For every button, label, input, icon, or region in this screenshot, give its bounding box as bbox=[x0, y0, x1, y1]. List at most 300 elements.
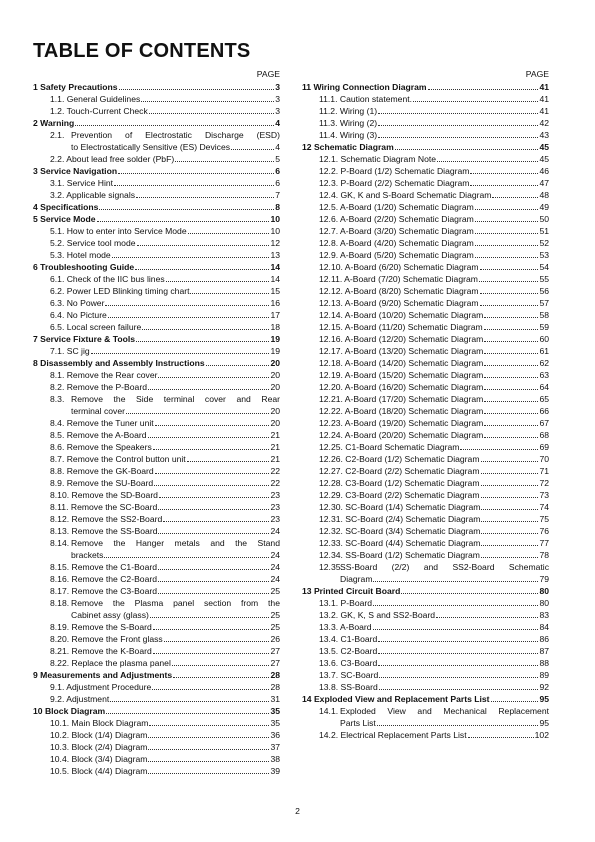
toc-entry-page: 102 bbox=[534, 730, 549, 740]
toc-entry[interactable] bbox=[302, 261, 549, 273]
toc-entry-label: 12.7. A-Board (3/20) Schematic Diagram bbox=[319, 226, 474, 236]
toc-entry-page: 55 bbox=[539, 274, 549, 284]
toc-entry-page: 41 bbox=[539, 82, 549, 92]
toc-entry[interactable] bbox=[302, 465, 549, 477]
toc-entry-label: 13.6. C3-Board bbox=[319, 658, 378, 668]
toc-entry[interactable] bbox=[33, 153, 280, 165]
dot-leader bbox=[480, 269, 539, 270]
toc-entry[interactable] bbox=[33, 237, 280, 249]
toc-entry[interactable] bbox=[302, 357, 549, 369]
toc-entry-page: 18 bbox=[270, 322, 280, 332]
toc-entry-line bbox=[319, 717, 549, 729]
toc-entry-label: 8.13. Remove the SS-Board bbox=[50, 526, 158, 536]
toc-entry-label: Remove the Hanger metals and the Stand bbox=[71, 538, 280, 548]
toc-section[interactable] bbox=[33, 357, 280, 369]
toc-section[interactable] bbox=[302, 141, 549, 153]
toc-entry[interactable] bbox=[302, 633, 549, 645]
toc-entry[interactable] bbox=[33, 621, 280, 633]
toc-entry-page: 17 bbox=[270, 310, 280, 320]
toc-entry-label: 11.2. Wiring (1) bbox=[319, 106, 378, 116]
toc-entry-label: 10.4. Block (3/4) Diagram bbox=[50, 754, 148, 764]
toc-entry[interactable] bbox=[33, 345, 280, 357]
dot-leader bbox=[119, 89, 275, 90]
toc-entry[interactable] bbox=[302, 345, 549, 357]
toc-entry-label: 12.2. P-Board (1/2) Schematic Diagram bbox=[319, 166, 470, 176]
toc-entry-page: 10 bbox=[270, 214, 280, 224]
toc-entry-page: 41 bbox=[539, 94, 549, 104]
toc-entry-label: 5.2. Service tool mode bbox=[50, 238, 136, 248]
toc-entry-line bbox=[50, 597, 280, 609]
toc-entry-label: 8.10. Remove the SD-Board bbox=[50, 490, 158, 500]
toc-entry-page: 42 bbox=[539, 118, 549, 128]
toc-entry-label: 13.1. P-Board bbox=[319, 598, 373, 608]
toc-entry-page: 60 bbox=[539, 334, 549, 344]
toc-entry[interactable] bbox=[33, 429, 280, 441]
toc-entry[interactable] bbox=[302, 657, 549, 669]
toc-section[interactable] bbox=[302, 585, 549, 597]
toc-entry[interactable] bbox=[302, 549, 549, 561]
toc-entry-page: 56 bbox=[539, 286, 549, 296]
toc-entry-label: 4 Specifications bbox=[33, 202, 99, 212]
toc-entry[interactable] bbox=[33, 321, 280, 333]
toc-entry-label: 1.2. Touch-Current Check bbox=[50, 106, 148, 116]
dot-leader bbox=[187, 461, 270, 462]
toc-entry-label: Remove the Plasma panel section from the bbox=[71, 598, 280, 608]
toc-section[interactable] bbox=[33, 213, 280, 225]
dot-leader bbox=[105, 305, 269, 306]
toc-entry-label: 6.2. Power LED Blinking timing chart bbox=[50, 286, 190, 296]
toc-entry[interactable] bbox=[33, 369, 280, 381]
toc-entry-page: 5 bbox=[275, 154, 280, 164]
toc-entry[interactable] bbox=[302, 237, 549, 249]
toc-entry[interactable] bbox=[302, 369, 549, 381]
toc-entry[interactable] bbox=[302, 153, 549, 165]
toc-entry[interactable] bbox=[33, 741, 280, 753]
toc-entry[interactable] bbox=[302, 177, 549, 189]
toc-entry-page: 23 bbox=[270, 502, 280, 512]
toc-entry-label: 3.1. Service Hint bbox=[50, 178, 114, 188]
toc-entry-line bbox=[319, 561, 549, 573]
toc-entry[interactable] bbox=[33, 393, 280, 417]
toc-entry[interactable] bbox=[33, 189, 280, 201]
toc-entry-label: 6 Troubleshooting Guide bbox=[33, 262, 135, 272]
toc-entry-page: 62 bbox=[539, 358, 549, 368]
toc-entry-page: 43 bbox=[539, 130, 549, 140]
toc-entry-page: 86 bbox=[539, 634, 549, 644]
dot-leader bbox=[163, 521, 269, 522]
toc-entry[interactable] bbox=[33, 729, 280, 741]
toc-entry-line bbox=[50, 393, 280, 405]
toc-entry-page: 78 bbox=[539, 550, 549, 560]
toc-entry[interactable] bbox=[302, 285, 549, 297]
toc-entry-page: 92 bbox=[539, 682, 549, 692]
toc-entry[interactable] bbox=[302, 681, 549, 693]
toc-entry[interactable] bbox=[33, 513, 280, 525]
dot-leader bbox=[148, 437, 270, 438]
toc-entry-label: 12.19. A-Board (15/20) Schematic Diagram bbox=[319, 370, 484, 380]
dot-leader bbox=[475, 245, 539, 246]
dot-leader bbox=[158, 509, 269, 510]
toc-entry[interactable] bbox=[302, 297, 549, 309]
toc-entry-label: 10.2. Block (1/4) Diagram bbox=[50, 730, 148, 740]
dot-leader bbox=[112, 257, 270, 258]
toc-entry[interactable] bbox=[33, 585, 280, 597]
toc-entry[interactable] bbox=[302, 621, 549, 633]
dot-leader bbox=[75, 125, 274, 126]
dot-leader bbox=[148, 773, 269, 774]
toc-entry[interactable] bbox=[302, 561, 549, 585]
toc-entry[interactable] bbox=[302, 729, 549, 741]
toc-entry-label-continued: Cabinet assy (glass) bbox=[71, 610, 149, 620]
toc-entry-page: 71 bbox=[539, 466, 549, 476]
dot-leader bbox=[481, 485, 539, 486]
toc-column-right bbox=[302, 68, 549, 741]
toc-entry[interactable] bbox=[33, 225, 280, 237]
toc-entry-label: 8.17. Remove the C3-Board bbox=[50, 586, 158, 596]
toc-entry[interactable] bbox=[302, 213, 549, 225]
toc-entry-page: 54 bbox=[539, 262, 549, 272]
dot-leader bbox=[484, 353, 538, 354]
toc-entry-label-continued: Parts List bbox=[340, 718, 376, 728]
dot-leader bbox=[158, 569, 269, 570]
toc-entry-label: 12.24. A-Board (20/20) Schematic Diagram bbox=[319, 430, 484, 440]
toc-entry-label: 3 Service Navigation bbox=[33, 166, 118, 176]
dot-leader bbox=[484, 329, 539, 330]
toc-entry-label: 13.3. A-Board bbox=[319, 622, 372, 632]
dot-leader bbox=[136, 197, 274, 198]
toc-entry-page: 21 bbox=[270, 442, 280, 452]
toc-entry[interactable] bbox=[302, 309, 549, 321]
toc-entry[interactable] bbox=[302, 165, 549, 177]
toc-entry[interactable] bbox=[33, 597, 280, 621]
toc-entry[interactable] bbox=[302, 441, 549, 453]
dot-leader bbox=[158, 533, 269, 534]
toc-entry-page: 58 bbox=[539, 310, 549, 320]
toc-entry[interactable] bbox=[302, 273, 549, 285]
dot-leader bbox=[484, 437, 538, 438]
toc-entry[interactable] bbox=[302, 417, 549, 429]
dot-leader bbox=[175, 161, 274, 162]
dot-leader bbox=[153, 449, 270, 450]
toc-entry[interactable] bbox=[302, 105, 549, 117]
dot-leader bbox=[484, 317, 538, 318]
toc-entry-page: 4 bbox=[275, 118, 280, 128]
toc-entry[interactable] bbox=[33, 465, 280, 477]
toc-entry-page: 19 bbox=[270, 346, 280, 356]
toc-entry-label: 12.13. A-Board (9/20) Schematic Diagram bbox=[319, 298, 479, 308]
toc-entry-label: 6.3. No Power bbox=[50, 298, 105, 308]
toc-entry[interactable] bbox=[302, 249, 549, 261]
dot-leader bbox=[149, 113, 274, 114]
dot-leader bbox=[481, 473, 539, 474]
dot-leader bbox=[484, 365, 538, 366]
toc-entry-label: 12.5. A-Board (1/20) Schematic Diagram bbox=[319, 202, 474, 212]
toc-entry-label: 12.3. P-Board (2/2) Schematic Diagram bbox=[319, 178, 470, 188]
toc-entry-page: 20 bbox=[270, 406, 280, 416]
dot-leader bbox=[148, 761, 269, 762]
toc-entry-label: 7 Service Fixture & Tools bbox=[33, 334, 136, 344]
dot-leader bbox=[481, 461, 539, 462]
toc-entry[interactable] bbox=[302, 489, 549, 501]
toc-entry-label: 2.2. About lead free solder (PbF) bbox=[50, 154, 175, 164]
toc-entry-page: 76 bbox=[539, 526, 549, 536]
toc-entry[interactable] bbox=[33, 765, 280, 777]
toc-entry-label: 8.12. Remove the SS2-Board bbox=[50, 514, 163, 524]
toc-entry[interactable] bbox=[33, 273, 280, 285]
dot-leader bbox=[159, 497, 269, 498]
toc-entry[interactable] bbox=[33, 417, 280, 429]
toc-entry-page: 45 bbox=[539, 142, 549, 152]
dot-leader bbox=[481, 545, 538, 546]
toc-entry[interactable] bbox=[33, 537, 280, 561]
toc-entry-page: 6 bbox=[275, 166, 280, 176]
toc-entry-number: 8.18. bbox=[50, 598, 70, 608]
toc-entry[interactable] bbox=[302, 525, 549, 537]
toc-entry-page: 84 bbox=[539, 622, 549, 632]
toc-section[interactable] bbox=[33, 261, 280, 273]
toc-entry[interactable] bbox=[302, 513, 549, 525]
toc-entry-page: 37 bbox=[270, 742, 280, 752]
toc-entry-page: 95 bbox=[539, 718, 549, 728]
toc-entry[interactable] bbox=[33, 573, 280, 585]
toc-section[interactable] bbox=[33, 201, 280, 213]
toc-entry-page: 52 bbox=[539, 238, 549, 248]
toc-entry-label: 12.23. A-Board (19/20) Schematic Diagram bbox=[319, 418, 484, 428]
toc-entry[interactable] bbox=[302, 201, 549, 213]
toc-section[interactable] bbox=[302, 81, 549, 93]
toc-entry-page: 13 bbox=[270, 250, 280, 260]
dot-leader bbox=[484, 413, 538, 414]
dot-leader bbox=[99, 209, 274, 210]
toc-entry[interactable] bbox=[302, 597, 549, 609]
toc-entry[interactable] bbox=[302, 189, 549, 201]
toc-entry-number: 8.3. bbox=[50, 394, 65, 404]
toc-entry-line bbox=[319, 705, 549, 717]
toc-entry[interactable] bbox=[302, 705, 549, 729]
toc-entry-page: 16 bbox=[270, 298, 280, 308]
toc-entry[interactable] bbox=[302, 645, 549, 657]
toc-section[interactable] bbox=[302, 693, 549, 705]
toc-list-left bbox=[33, 81, 280, 777]
toc-entry-label-continued: to Electrostatically Sensitive (ES) Devices bbox=[71, 142, 231, 152]
toc-entry[interactable] bbox=[302, 381, 549, 393]
dot-leader bbox=[460, 449, 538, 450]
toc-entry-line bbox=[319, 573, 549, 585]
toc-entry-page: 67 bbox=[539, 418, 549, 428]
dot-leader bbox=[377, 725, 539, 726]
dot-leader bbox=[475, 257, 539, 258]
dot-leader bbox=[188, 233, 270, 234]
dot-leader bbox=[481, 509, 538, 510]
toc-entry[interactable] bbox=[302, 129, 549, 141]
toc-entry[interactable] bbox=[302, 333, 549, 345]
toc-entry-page: 22 bbox=[270, 478, 280, 488]
toc-entry-page: 64 bbox=[539, 382, 549, 392]
toc-entry-label: 8.7. Remove the Control button unit bbox=[50, 454, 186, 464]
toc-entry-label: 8.22. Replace the plasma panel bbox=[50, 658, 171, 668]
toc-entry[interactable] bbox=[33, 177, 280, 189]
toc-entry[interactable] bbox=[33, 297, 280, 309]
toc-section[interactable] bbox=[33, 669, 280, 681]
toc-entry[interactable] bbox=[33, 309, 280, 321]
dot-leader bbox=[110, 701, 269, 702]
dot-leader bbox=[492, 197, 538, 198]
toc-section[interactable] bbox=[33, 81, 280, 93]
toc-entry-label: 12.1. Schematic Diagram Note bbox=[319, 154, 437, 164]
toc-entry[interactable] bbox=[302, 501, 549, 513]
dot-leader bbox=[148, 737, 269, 738]
dot-leader bbox=[141, 101, 274, 102]
toc-entry-label: 8.21. Remove the K-Board bbox=[50, 646, 152, 656]
toc-entry-page: 24 bbox=[270, 562, 280, 572]
dot-leader bbox=[437, 161, 538, 162]
toc-entry[interactable] bbox=[302, 117, 549, 129]
toc-entry[interactable] bbox=[33, 717, 280, 729]
toc-entry-label: 12.6. A-Board (2/20) Schematic Diagram bbox=[319, 214, 474, 224]
toc-entry-page: 89 bbox=[539, 670, 549, 680]
toc-entry[interactable] bbox=[33, 441, 280, 453]
toc-entry[interactable] bbox=[33, 249, 280, 261]
toc-entry-page: 25 bbox=[270, 622, 280, 632]
toc-entry-page: 6 bbox=[275, 178, 280, 188]
toc-entry[interactable] bbox=[302, 93, 549, 105]
toc-entry[interactable] bbox=[33, 129, 280, 153]
dot-leader bbox=[206, 365, 270, 366]
toc-section[interactable] bbox=[33, 117, 280, 129]
toc-entry[interactable] bbox=[302, 405, 549, 417]
toc-entry-page: 21 bbox=[270, 430, 280, 440]
toc-entry-page: 4 bbox=[275, 142, 280, 152]
dot-leader bbox=[479, 281, 539, 282]
toc-entry[interactable] bbox=[33, 105, 280, 117]
toc-entry[interactable] bbox=[33, 501, 280, 513]
dot-leader bbox=[164, 641, 270, 642]
toc-section[interactable] bbox=[33, 333, 280, 345]
toc-entry-page: 21 bbox=[270, 454, 280, 464]
toc-entry-label: 8.4. Remove the Tuner unit bbox=[50, 418, 154, 428]
toc-entry[interactable] bbox=[33, 285, 280, 297]
toc-entry[interactable] bbox=[33, 633, 280, 645]
dot-leader bbox=[114, 185, 274, 186]
toc-entry-label: Prevention of Electrostatic Discharge (ESD) bbox=[71, 130, 280, 140]
toc-entry[interactable] bbox=[302, 321, 549, 333]
page-column-header: PAGE bbox=[256, 69, 280, 79]
dot-leader bbox=[97, 221, 270, 222]
toc-entry-page: 14 bbox=[270, 274, 280, 284]
toc-entry-label: 10.5. Block (4/4) Diagram bbox=[50, 766, 148, 776]
toc-entry-label: 13.7. SC-Board bbox=[319, 670, 379, 680]
toc-entry-number: 14.1. bbox=[319, 706, 339, 716]
toc-entry-page: 73 bbox=[539, 490, 549, 500]
toc-entry[interactable] bbox=[302, 669, 549, 681]
toc-entry-label: 12.20. A-Board (16/20) Schematic Diagram bbox=[319, 382, 484, 392]
toc-entry-label: 9.1. Adjustment Procedure bbox=[50, 682, 152, 692]
toc-entry-page: 27 bbox=[270, 646, 280, 656]
toc-entry[interactable] bbox=[33, 93, 280, 105]
toc-entry-label: 12.12. A-Board (8/20) Schematic Diagram bbox=[319, 286, 479, 296]
toc-entry-label: 8.16. Remove the C2-Board bbox=[50, 574, 158, 584]
toc-entry-page: 65 bbox=[539, 394, 549, 404]
dot-leader bbox=[154, 485, 269, 486]
toc-entry-number: 12.35. bbox=[319, 562, 343, 572]
toc-entry-label: 10 Block Diagram bbox=[33, 706, 106, 716]
toc-entry-line bbox=[50, 405, 280, 417]
toc-entry-label: 9 Measurements and Adjustments bbox=[33, 670, 173, 680]
toc-entry-label: 1.1. General Guidelines bbox=[50, 94, 141, 104]
toc-entry[interactable] bbox=[33, 381, 280, 393]
toc-entry-page: 27 bbox=[270, 658, 280, 668]
toc-entry[interactable] bbox=[302, 225, 549, 237]
toc-entry-page: 61 bbox=[539, 346, 549, 356]
dot-leader bbox=[481, 521, 538, 522]
toc-entry[interactable] bbox=[33, 657, 280, 669]
toc-entry-page: 19 bbox=[270, 334, 280, 344]
toc-entry[interactable] bbox=[33, 753, 280, 765]
toc-section[interactable] bbox=[33, 705, 280, 717]
toc-entry-page: 57 bbox=[539, 298, 549, 308]
dot-leader bbox=[373, 629, 539, 630]
toc-entry-label: 9.2. Adjustment bbox=[50, 694, 110, 704]
toc-entry-label: 12.4. GK, K and S-Board Schematic Diagram bbox=[319, 190, 492, 200]
toc-entry-label: 5 Service Mode bbox=[33, 214, 96, 224]
toc-entry-page: 14 bbox=[270, 262, 280, 272]
toc-entry-label: 8.20. Remove the Front glass bbox=[50, 634, 163, 644]
toc-entry[interactable] bbox=[302, 393, 549, 405]
dot-leader bbox=[108, 317, 270, 318]
toc-entry-page: 35 bbox=[270, 718, 280, 728]
toc-entry-label: 12.25. C1-Board Schematic Diagram bbox=[319, 442, 460, 452]
toc-entry[interactable] bbox=[33, 693, 280, 705]
toc-entry[interactable] bbox=[33, 489, 280, 501]
dot-leader bbox=[137, 245, 270, 246]
toc-entry[interactable] bbox=[302, 453, 549, 465]
toc-entry[interactable] bbox=[33, 453, 280, 465]
dot-leader bbox=[155, 425, 270, 426]
toc-entry[interactable] bbox=[33, 525, 280, 537]
toc-entry-page: 48 bbox=[539, 190, 549, 200]
toc-entry-label: 12.22. A-Board (18/20) Schematic Diagram bbox=[319, 406, 484, 416]
toc-entry[interactable] bbox=[302, 537, 549, 549]
toc-entry-label: 11.4. Wiring (3) bbox=[319, 130, 378, 140]
dot-leader bbox=[413, 101, 538, 102]
toc-entry-label: 12 Schematic Diagram bbox=[302, 142, 394, 152]
toc-entry[interactable] bbox=[33, 681, 280, 693]
toc-entry[interactable] bbox=[302, 609, 549, 621]
page-column-header: PAGE bbox=[525, 69, 549, 79]
toc-entry[interactable] bbox=[33, 561, 280, 573]
dot-leader bbox=[373, 605, 538, 606]
toc-entry-label: 12.26. C2-Board (1/2) Schematic Diagram bbox=[319, 454, 480, 464]
toc-entry[interactable] bbox=[302, 429, 549, 441]
toc-entry-label: 8.11. Remove the SC-Board bbox=[50, 502, 158, 512]
toc-section[interactable] bbox=[33, 165, 280, 177]
dot-leader bbox=[484, 341, 538, 342]
toc-entry-page: 25 bbox=[270, 586, 280, 596]
toc-entry-page: 25 bbox=[270, 610, 280, 620]
dot-leader bbox=[118, 173, 274, 174]
toc-entry-label: 14 Exploded View and Replacement Parts List bbox=[302, 694, 490, 704]
toc-entry-label: 8.1. Remove the Rear cover bbox=[50, 370, 158, 380]
dot-leader bbox=[491, 701, 539, 702]
toc-entry[interactable] bbox=[302, 477, 549, 489]
dot-leader bbox=[475, 209, 539, 210]
dot-leader bbox=[468, 737, 534, 738]
toc-entry-page: 24 bbox=[270, 526, 280, 536]
toc-entry[interactable] bbox=[33, 477, 280, 489]
toc-entry-page: 38 bbox=[270, 754, 280, 764]
toc-entry[interactable] bbox=[33, 645, 280, 657]
dot-leader bbox=[481, 497, 539, 498]
